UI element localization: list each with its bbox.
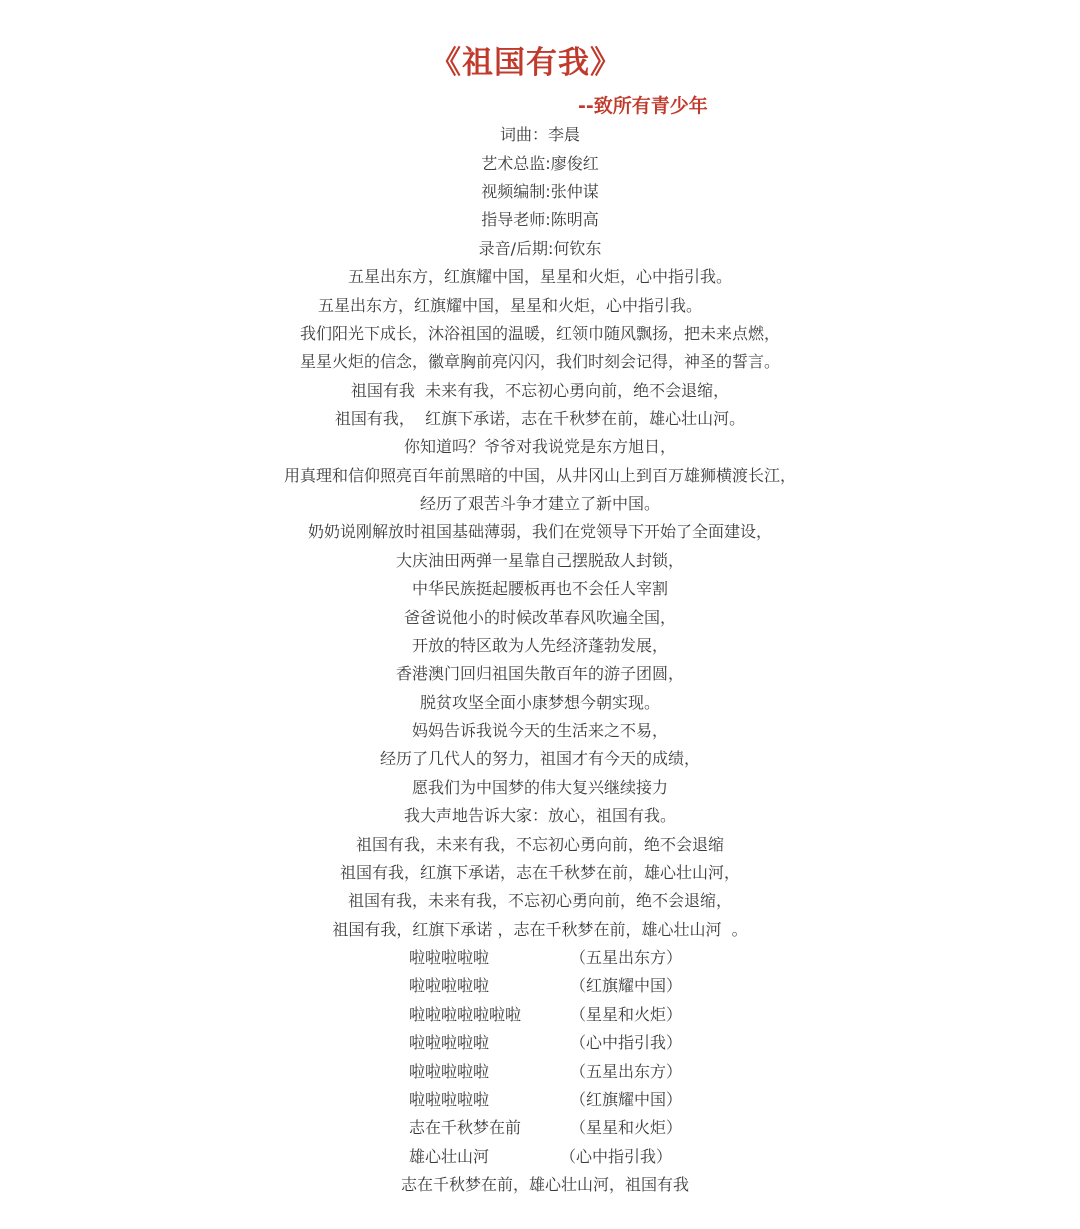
lyric-line: 祖国有我， 红旗下承诺，志在千秋梦在前，雄心壮山河。: [334, 409, 746, 428]
credit-line: 录音/后期:何钦东: [478, 239, 602, 258]
lyric-line: 中华民族挺起腰板再也不会任人宰割: [411, 579, 668, 598]
chorus-lead: 啦啦啦啦啦啦啦: [409, 1005, 522, 1024]
lyric-line: 祖国有我，未来有我，不忘初心勇向前，绝不会退缩: [355, 835, 724, 854]
lyric-line: 我们阳光下成长，沐浴祖国的温暖，红领巾随风飘扬，把未来点燃，: [299, 324, 780, 343]
lyric-line: 祖国有我 未来有我，不忘初心勇向前，绝不会退缩，: [350, 381, 730, 400]
chorus-row: [0, 1058, 1080, 1086]
chorus-response: （五星出东方）: [570, 948, 683, 967]
lyric-line: 我大声地告诉大家：放心，祖国有我。: [403, 806, 676, 825]
chorus-row: [0, 972, 1080, 1000]
chorus-response: （红旗耀中国）: [570, 976, 683, 995]
lyric-line: 爸爸说他小的时候改革春风吹遍全国，: [403, 608, 676, 627]
chorus-response: （星星和火炬）: [570, 1005, 683, 1024]
credit-line: 艺术总监:廖俊红: [481, 154, 599, 173]
chorus-response: （星星和火炬）: [570, 1118, 683, 1137]
credit-line: 指导老师:陈明高: [481, 210, 599, 229]
song-title: 《祖国有我》: [430, 45, 622, 81]
chorus-row: [0, 1001, 1080, 1029]
lyric-line: 祖国有我，红旗下承诺，志在千秋梦在前，雄心壮山河，: [339, 863, 740, 882]
chorus-lead: 啦啦啦啦啦: [409, 948, 490, 967]
lyric-line: 经历了几代人的努力，祖国才有今天的成绩，: [379, 749, 700, 768]
chorus-row: [0, 944, 1080, 972]
lyric-line: 愿我们为中国梦的伟大复兴继续接力: [411, 778, 668, 797]
chorus-lead: 志在千秋梦在前: [409, 1118, 522, 1137]
lyric-line: 奶奶说刚解放时祖国基础薄弱，我们在党领导下开始了全面建设，: [307, 522, 772, 541]
lyric-line: 祖国有我，红旗下承诺 ，志在千秋梦在前，雄心壮山河 。: [332, 920, 748, 939]
chorus-lead: 啦啦啦啦啦: [409, 1090, 490, 1109]
chorus-lead: 雄心壮山河: [409, 1147, 490, 1166]
chorus-row: [0, 1086, 1080, 1114]
lyric-line: 脱贫攻坚全面小康梦想今朝实现。: [419, 693, 660, 712]
chorus-row: [0, 1114, 1080, 1142]
chorus-response: （心中指引我）: [570, 1033, 683, 1052]
song-subtitle: --致所有青少年: [578, 95, 708, 117]
lyric-line: 五星出东方，红旗耀中国，星星和火炬，心中指引我。: [347, 267, 732, 286]
lyric-line: 妈妈告诉我说今天的生活来之不易，: [411, 721, 668, 740]
chorus-lead: 啦啦啦啦啦: [409, 1062, 490, 1081]
chorus-response: （心中指引我）: [560, 1147, 673, 1166]
lyric-line: 香港澳门回归祖国失散百年的游子团圆，: [395, 664, 684, 683]
credit-line: 词曲：李晨: [499, 125, 580, 144]
lyric-line: 祖国有我，未来有我，不忘初心勇向前，绝不会退缩，: [347, 891, 732, 910]
chorus-response: （五星出东方）: [570, 1062, 683, 1081]
chorus-lead: 啦啦啦啦啦: [409, 1033, 490, 1052]
lyric-line: 你知道吗？爷爷对我说党是东方旭日，: [403, 437, 676, 456]
chorus-row: [0, 1029, 1080, 1057]
lyric-line: 五星出东方，红旗耀中国，星星和火炬，心中指引我。: [317, 296, 702, 315]
lyric-line: 星星火炬的信念，徽章胸前亮闪闪，我们时刻会记得，神圣的誓言。: [299, 352, 780, 371]
lyric-line: 开放的特区敢为人先经济蓬勃发展，: [411, 636, 668, 655]
chorus-response: （红旗耀中国）: [570, 1090, 683, 1109]
lyric-line: 用真理和信仰照亮百年前黑暗的中国，从井冈山上到百万雄狮横渡长江，: [283, 466, 796, 485]
chorus-row: [0, 1143, 1080, 1171]
chorus-lead: 啦啦啦啦啦: [409, 976, 490, 995]
lyric-line: 大庆油田两弹一星靠自己摆脱敌人封锁，: [395, 551, 684, 570]
ending-line: 志在千秋梦在前，雄心壮山河，祖国有我: [400, 1175, 689, 1194]
credit-line: 视频编制:张仲谋: [481, 182, 599, 201]
lyric-line: 经历了艰苦斗争才建立了新中国。: [419, 494, 660, 513]
